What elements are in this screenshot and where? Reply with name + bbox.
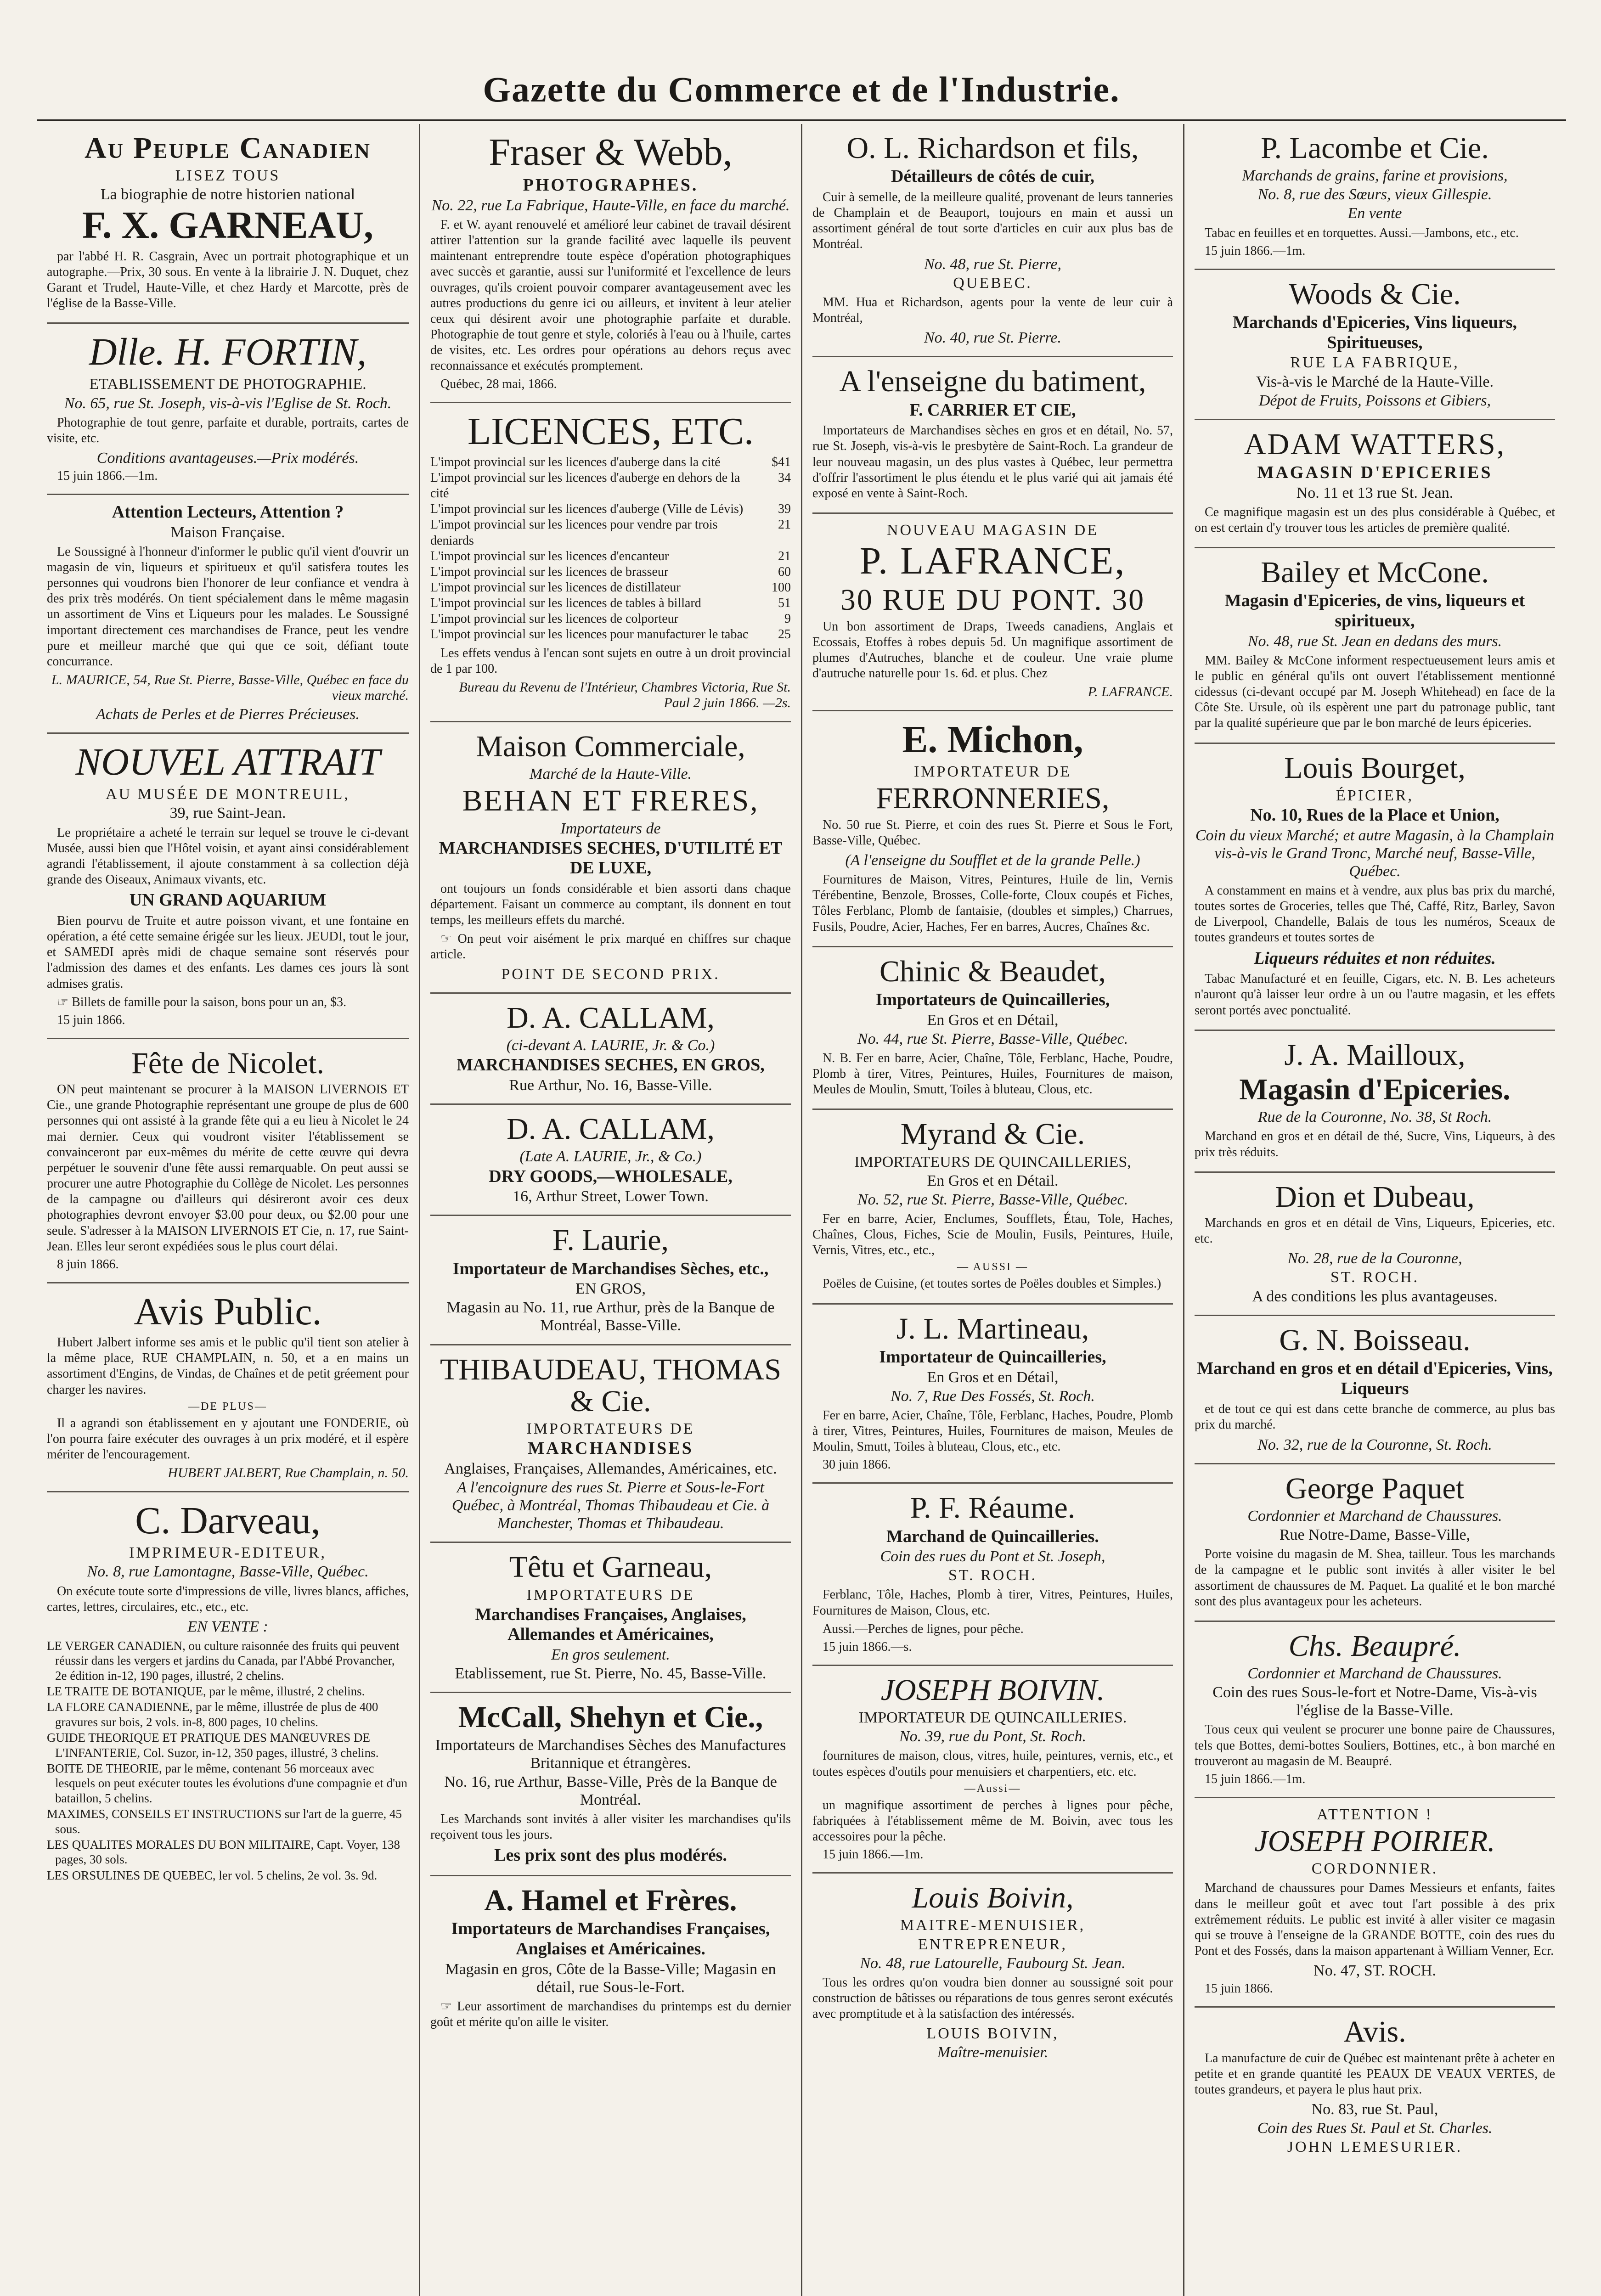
ad-body: Un bon assortiment de Draps, Tweeds canadiens, Anglais et Ecossais, Etoffes à robes depuis 5d. Un magnifique assortiment de plumes d'Autruches, blanche et de couleur. Une vraie plume d'autruche naturelle pour 1s. 6d. et plus. Chez bbox=[812, 619, 1173, 681]
ad-callam-en bbox=[430, 1105, 791, 1216]
ad-address: RUE LA FABRIQUE, bbox=[1290, 354, 1460, 371]
ad-city: ST. ROCH. bbox=[948, 1567, 1037, 1584]
ad-note bbox=[430, 931, 791, 962]
ad-address: No. 83, rue St. Paul, bbox=[1311, 2101, 1438, 2118]
ad-footer: Dépot de Fruits, Poissons et Gibiers, bbox=[1258, 392, 1491, 409]
list-item: LES QUALITES MORALES DU BON MILITAIRE, Capt. Voyer, 138 pages, 30 sols. bbox=[47, 1837, 400, 1867]
ad-myrand bbox=[812, 1110, 1173, 1304]
ad-subtitle: (Late A. LAURIE, Jr., & Co.) bbox=[519, 1148, 702, 1165]
ad-title: JOSEPH BOIVIN. bbox=[880, 1673, 1105, 1707]
ad-boisseau bbox=[1195, 1316, 1555, 1464]
ad-dion-dubeau bbox=[1195, 1173, 1555, 1316]
ad-title: F. Laurie, bbox=[552, 1223, 669, 1257]
ad-licences bbox=[430, 403, 791, 722]
ad-title: P. F. Réaume. bbox=[910, 1491, 1076, 1525]
ad-address: Magasin au No. 11, rue Arthur, près de la Banque de Montréal, Basse-Ville. bbox=[446, 1299, 775, 1334]
ad-body: Hubert Jalbert informe ses amis et le public qu'il tient son atelier à la même place, RUE CHAMPLAIN, n. 50, et a en mains un assortiment d'Engins, de Vindas, de Chaînes et de petit gréement pour charger les navires. bbox=[47, 1335, 409, 1397]
ad-nouvel-attrait bbox=[47, 734, 409, 1039]
ad-michon bbox=[812, 711, 1173, 947]
ad-subtitle: Marché de la Haute-Ville. bbox=[529, 765, 692, 783]
ad-date: Québec, 28 mai, 1866. bbox=[440, 377, 557, 391]
column-3 bbox=[801, 124, 1183, 2296]
ad-address: Coin des rues du Pont et St. Joseph, bbox=[880, 1548, 1105, 1565]
ad-fete-nicolet bbox=[47, 1039, 409, 1283]
ad-address: No. 10, Rues de la Place et Union, bbox=[1250, 805, 1500, 825]
ad-gros: En Gros et en Détail, bbox=[927, 1368, 1059, 1386]
row-label: L'impot provincial sur les licences pour manufacturer le tabac bbox=[430, 627, 749, 642]
ad-subtitle: Magasin d'Epiceries, de vins, liqueurs et spiritueux, bbox=[1224, 591, 1525, 631]
row-amount: 100 bbox=[772, 580, 791, 595]
ad-title: McCall, Shehyn et Cie., bbox=[458, 1700, 763, 1734]
ad-signature-2: Maître-menuisier. bbox=[937, 2044, 1049, 2061]
ad-fraser-webb bbox=[430, 124, 791, 403]
ad-title: P. LAFRANCE, bbox=[859, 540, 1126, 583]
book-list bbox=[47, 1638, 409, 1883]
licence-table bbox=[430, 455, 791, 643]
ad-title: LICENCES, ETC. bbox=[468, 410, 754, 453]
row-amount: 25 bbox=[778, 627, 791, 642]
ad-title: Avis. bbox=[1343, 2015, 1406, 2049]
row-amount: 21 bbox=[778, 518, 791, 532]
ad-subtitle: 30 RUE DU PONT. 30 bbox=[840, 583, 1145, 617]
ad-gros: En Gros et en Détail. bbox=[927, 1172, 1059, 1189]
ad-subtitle: ETABLISSEMENT DE PHOTOGRAPHIE. bbox=[89, 376, 366, 393]
table-row bbox=[430, 501, 791, 517]
table-row bbox=[430, 596, 791, 611]
ad-body: Marchand en gros et en détail de thé, Sucre, Vins, Liqueurs, à des prix très réduits. bbox=[1195, 1129, 1555, 1159]
ad-body-text: Leur assortiment de marchandises du printemps est du dernier goût et mérite qu'on aille le visiter. bbox=[430, 1999, 791, 2029]
ad-address: No. 52, rue St. Pierre, Basse-Ville, Québec. bbox=[857, 1191, 1128, 1208]
ad-address: No. 48, rue St. Jean en dedans des murs. bbox=[1247, 632, 1502, 650]
ad-body: Marchands en gros et en détail de Vins, Liqueurs, Epiceries, etc. etc. bbox=[1195, 1216, 1555, 1246]
ad-beaupre bbox=[1195, 1622, 1555, 1798]
row-label: L'impot provincial sur les licences d'encanteur bbox=[430, 549, 669, 563]
ad-title: A. Hamel et Frères. bbox=[484, 1883, 737, 1917]
list-item: LA FLORE CANADIENNE, par le même, illustrée de plus de 400 gravures sur bois, 2 vols. in-8, 800 pages, 10 chelins. bbox=[47, 1700, 378, 1729]
ad-title: Dlle. H. FORTIN, bbox=[89, 331, 367, 374]
row-label: L'impot provincial sur les licences de brasseur bbox=[430, 564, 669, 579]
ad-gros: En gros seulement. bbox=[551, 1646, 670, 1664]
ad-subtitle: Cordonnier et Marchand de Chaussures. bbox=[1247, 1508, 1502, 1525]
ad-title: Chinic & Beaudet, bbox=[879, 954, 1106, 988]
ad-subtitle: MAITRE-MENUISIER, bbox=[900, 1917, 1086, 1934]
ad-date: 8 juin 1866. bbox=[57, 1257, 119, 1272]
ad-subtitle: IMPORTATEURS DE QUINCAILLERIES, bbox=[854, 1153, 1131, 1171]
ad-batiment bbox=[812, 357, 1173, 514]
ad-title: THIBAUDEAU, THOMAS & Cie. bbox=[440, 1352, 782, 1418]
ad-lacombe bbox=[1195, 124, 1555, 270]
list-item: MAXIMES, CONSEILS ET INSTRUCTIONS sur l'art de la guerre, 45 sous. bbox=[47, 1807, 402, 1836]
ad-title: Au Peuple Canadien bbox=[85, 131, 371, 165]
ad-behan bbox=[430, 722, 791, 994]
ad-footer: Les prix sont des plus modérés. bbox=[494, 1846, 727, 1865]
ad-title: Dion et Dubeau, bbox=[1275, 1180, 1475, 1214]
ad-subtitle: IMPORTATEURS DE bbox=[526, 1586, 695, 1604]
table-row bbox=[430, 470, 791, 501]
ad-subtitle: MAGASIN D'EPICERIES bbox=[1257, 462, 1493, 482]
ad-address: 16, Arthur Street, Lower Town. bbox=[513, 1188, 709, 1205]
ad-address: No. 32, rue de la Couronne, St. Roch. bbox=[1257, 1436, 1492, 1453]
ad-title: C. Darveau, bbox=[135, 1499, 321, 1542]
ad-address-2: Coin des Rues St. Paul et St. Charles. bbox=[1257, 2120, 1493, 2137]
ad-signature: JOHN LEMESURIER. bbox=[1287, 2138, 1463, 2156]
ad-woods bbox=[1195, 270, 1555, 420]
ad-subtitle: PHOTOGRAPHES. bbox=[523, 175, 699, 195]
ad-kicker: ATTENTION ! bbox=[1317, 1806, 1433, 1823]
ad-address: Magasin en gros, Côte de la Basse-Ville; Magasin en détail, rue Sous-le-Fort. bbox=[445, 1960, 776, 1996]
ad-subtitle: Importateurs de Quincailleries, bbox=[875, 990, 1110, 1010]
ad-address: No. 65, rue St. Joseph, vis-à-vis l'Eglise de St. Roch. bbox=[64, 394, 392, 412]
ad-body: Fer en barre, Acier, Chaîne, Tôle, Ferblanc, Haches, Poudre, Plomb à tirer, Vitres, Peintures, Huiles, Fournitures de maison, Meules de Moulin, Smutt, Toiles à bluteau, Clous, etc., etc. bbox=[812, 1408, 1173, 1454]
ad-address: No. 47, ST. ROCH. bbox=[1313, 1962, 1436, 1980]
row-amount: $41 bbox=[772, 455, 791, 469]
ad-liqueurs: Liqueurs réduites et non réduites. bbox=[1254, 948, 1496, 968]
ad-note-text: Billets de famille pour la saison, bons pour un an, $3. bbox=[72, 995, 347, 1009]
ad-body: MM. Bailey & McCone informent respectueusement leurs amis et le public en général qu'ils ont ouvert l'établissement mentionné cidessus (ci-devant occupé par M. Joseph Whitehead) en face de la Côte Ste. Ursule, où ils espèrent une part du patronage public, tant par la qualité supérieure que par le bon marché de leurs épiceries. bbox=[1195, 653, 1555, 731]
ad-subtitle: Marchand en gros et en détail d'Epiceries, Vins, Liqueurs bbox=[1197, 1358, 1553, 1398]
ad-subtitle: F. CARRIER ET CIE, bbox=[909, 400, 1076, 420]
ad-signature: HUBERT JALBERT, Rue Champlain, n. 50. bbox=[168, 1465, 409, 1481]
list-item: LE VERGER CANADIEN, ou culture raisonnée des fruits qui peuvent réussir dans les vergers et jardins du Canada, par l'Abbé Provancher, 2e édition in-12, 190 pages, illustré, 2 chelins. bbox=[47, 1638, 400, 1683]
ad-body-2: Tabac Manufacturé et en feuille, Cigars, etc. N. B. Les acheteurs n'auront qu'à laisser leur ordre à un ou l'autre magasin, et les effets seront portés avec ponctualité. bbox=[1195, 972, 1555, 1018]
ad-body: Fer en barre, Acier, Enclumes, Soufflets, Étau, Tole, Haches, Chaînes, Clous, Fiches, Scie de Moulin, Fusils, Peintures, Huile, Vernis, Vitres, etc., etc., bbox=[812, 1212, 1173, 1258]
ad-signature: L. MAURICE, 54, Rue St. Pierre, Basse-Ville, Québec en face du vieux marché. bbox=[51, 672, 409, 703]
ad-address: No. 16, rue Arthur, Basse-Ville, Près de la Banque de Montréal. bbox=[444, 1773, 777, 1808]
ad-address: Etablissement, rue St. Pierre, No. 45, Basse-Ville. bbox=[455, 1665, 767, 1683]
ad-body-2: Fournitures de Maison, Vitres, Peintures, Huile de lin, Vernis Térébentine, Benzole, Brosses, Colle-forte, Cloux coupés et Fiches, Tôles Ferblanc, Plomb de fantaisie, (doubles et simples,) Charrues, Fusils, Poudre, Acier, Haches, Fer en barres, Aucres, Chaînes &c. bbox=[812, 872, 1173, 934]
ad-subtitle: IMPRIMEUR-EDITEUR, bbox=[129, 1544, 327, 1562]
ad-divider-text: — AUSSI — bbox=[957, 1261, 1029, 1273]
list-item: BOITE DE THEORIE, par le même, contenant 56 morceaux avec lesquels on peut exécuter toutes les évolutions d'une compagnie et d'un bataillon, 5 chelins. bbox=[47, 1761, 408, 1805]
ad-title: O. L. Richardson et fils, bbox=[846, 131, 1139, 165]
ad-subtitle: Marchands d'Epiceries, Vins liqueurs, Spiritueuses, bbox=[1232, 313, 1517, 352]
ad-address: No. 48, rue Latourelle, Faubourg St. Jean. bbox=[860, 1954, 1126, 1972]
ad-title: P. Lacombe et Cie. bbox=[1261, 131, 1489, 165]
ad-subtitle: Maison Française. bbox=[170, 523, 285, 541]
ad-address-2: Coin du vieux Marché; et autre Magasin, à la Champlain vis-à-vis le Grand Tronc, Marché neuf, Basse-Ville, Québec. bbox=[1195, 827, 1555, 880]
ad-louis-boivin bbox=[812, 1874, 1173, 2071]
ad-subtitle: Importateurs de Marchandises Sèches des Manufactures Britannique et étrangères. bbox=[435, 1736, 786, 1772]
ad-address-2: No. 40, rue St. Pierre. bbox=[924, 329, 1062, 347]
ad-title: JOSEPH POIRIER. bbox=[1254, 1824, 1495, 1858]
ad-name: F. X. GARNEAU, bbox=[82, 204, 373, 247]
ad-goods: Marchandises Françaises, Anglaises, Allemandes et Américaines, bbox=[475, 1604, 746, 1644]
ad-date: 15 juin 1866.—s. bbox=[823, 1639, 912, 1654]
ad-address: No. 28, rue de la Couronne, bbox=[1287, 1250, 1462, 1267]
ad-city: QUEBEC. bbox=[953, 274, 1032, 292]
table-row bbox=[430, 627, 791, 642]
ad-body-2: Il a agrandi son établissement en y ajoutant une FONDERIE, où l'on pourra faire exécuter des ouvrages à un prix modéré, et il espère mériter de l'encouragement. bbox=[47, 1416, 409, 1462]
ad-body: Le Soussigné à l'honneur d'informer le public qu'il vient d'ouvrir un magasin de vin, liqueurs et spiritueux et qu'il satisfera toutes les personnes qui voudrons bien l'honorer de leur confiance et vendra à des prix très modérés. On tient spécialement dans le même magasin un assortiment de Vins et Liqueurs pour les malades. Le Soussigné important directement ces marchandises de France, peut les vendre pure et meilleur marché que qui que ce soit, défiant toute concurrance. bbox=[47, 544, 409, 669]
page bbox=[37, 124, 1566, 2296]
row-label: L'impot provincial sur les licences de colporteur bbox=[430, 612, 678, 626]
ad-body: Ferblanc, Tôle, Haches, Plomb à tirer, Vitres, Peintures, Huiles, Fournitures de Maison, Clous, etc. bbox=[812, 1587, 1173, 1618]
ad-subtitle: Marchands de grains, farine et provisions, bbox=[1242, 167, 1508, 185]
ad-body: par l'abbé H. R. Casgrain, Avec un portrait photographique et un autographe.—Prix, 30 sous. En vente à la librairie J. N. Duquet, chez Garant et Trudel, Haute-Ville, et chez Hardy et Marcotte, près de l'église de la Basse-Ville. bbox=[47, 249, 409, 311]
ad-address: No. 11 et 13 rue St. Jean. bbox=[1296, 484, 1454, 501]
ad-subtitle: IMPORTATEUR DE bbox=[913, 763, 1072, 781]
row-label: L'impot provincial sur les licences de tables à billard bbox=[430, 596, 701, 611]
ad-title: Fête de Nicolet. bbox=[131, 1046, 324, 1080]
ad-mailloux bbox=[1195, 1031, 1555, 1173]
ad-subtitle: Cordonnier et Marchand de Chaussures. bbox=[1247, 1665, 1502, 1683]
pointing-hand-icon: ☞ bbox=[440, 931, 458, 946]
masthead: Gazette du Commerce et de l'Industrie. bbox=[37, 69, 1566, 121]
ad-title: Avis Public. bbox=[134, 1290, 322, 1333]
ad-body: Tous ceux qui veulent se procurer une bonne paire de Chaussures, tels que Bottes, demi-bottes Souliers, Bottines, etc., à bon marché en trouveront au magasin de M. Beaupré. bbox=[1195, 1722, 1555, 1768]
ad-title: Myrand & Cie. bbox=[900, 1117, 1085, 1151]
ad-subtitle: Importateurs de Marchandises Françaises, Anglaises et Américaines. bbox=[451, 1919, 770, 1958]
ad-title: Bailey et McCone. bbox=[1261, 556, 1489, 590]
ad-subtitle: LISEZ TOUS bbox=[175, 167, 281, 185]
ad-note: Aussi.—Perches de lignes, pour pêche. bbox=[823, 1621, 1024, 1636]
row-label: L'impot provincial sur les licences d'auberge en dehors de la cité bbox=[430, 470, 740, 501]
ad-avis-cuir bbox=[1195, 2008, 1555, 2165]
row-label: L'impot provincial sur les licences d'auberge (Ville de Lévis) bbox=[430, 502, 744, 517]
ad-name: BEHAN ET FRERES, bbox=[462, 784, 759, 818]
ad-subtitle: AU MUSÉE DE MONTREUIL, bbox=[106, 786, 350, 803]
ad-title: A l'enseigne du batiment, bbox=[839, 365, 1146, 399]
ad-subtitle: Magasin d'Epiceries. bbox=[1239, 1073, 1511, 1107]
ad-body: ont toujours un fonds considérable et bien assorti dans chaque département. Faisant un commerce au comptant, ils donnent en tout temps, les meilleurs effets du marché. bbox=[430, 882, 791, 928]
ad-body: Les effets vendus à l'encan sont sujets en outre à un droit provincial de 1 par 100. bbox=[430, 646, 791, 676]
ad-avis-public bbox=[47, 1283, 409, 1492]
ad-address: No. 44, rue St. Pierre, Basse-Ville, Québec. bbox=[857, 1030, 1128, 1047]
ad-chinic-beaudet bbox=[812, 947, 1173, 1110]
row-amount: 9 bbox=[784, 612, 791, 626]
ad-goods: FERRONNERIES, bbox=[876, 782, 1110, 816]
ad-address: Rue Arthur, No. 16, Basse-Ville. bbox=[509, 1077, 712, 1094]
ad-body-2: MM. Hua et Richardson, agents pour la vente de leur cuir à Montréal, bbox=[812, 295, 1173, 325]
row-label: L'impot provincial sur les licences de distillateur bbox=[430, 580, 681, 595]
ad-address: Rue Notre-Dame, Basse-Ville, bbox=[1279, 1526, 1471, 1544]
ad-body: Cuir à semelle, de la meilleure qualité, provenant de leurs tanneries de Champlain et de Beauport, toujours en main et aussi un assortiment général de tout sorte d'articles en cuir aux plus bas de Montréal. bbox=[812, 190, 1173, 252]
ad-body: fournitures de maison, clous, vitres, huile, peintures, vernis, etc., et toutes espèces d'outils pour menuisiers et charpentiers, etc. etc. bbox=[812, 1749, 1173, 1779]
ad-darveau bbox=[47, 1492, 409, 1894]
ad-title: G. N. Boisseau. bbox=[1279, 1323, 1471, 1357]
table-row bbox=[430, 580, 791, 596]
ad-date: 15 juin 1866. bbox=[57, 1013, 125, 1027]
ad-divider-text: —DE PLUS— bbox=[188, 1400, 267, 1412]
ad-signature: LOUIS BOIVIN, bbox=[926, 2025, 1059, 2043]
ad-maurice bbox=[47, 495, 409, 734]
ad-address: No. 8, rue Lamontagne, Basse-Ville, Québec. bbox=[87, 1563, 369, 1581]
ad-date: 15 juin 1866.—1m. bbox=[1205, 243, 1306, 258]
ad-address: Rue de la Couronne, No. 38, St Roch. bbox=[1257, 1109, 1492, 1126]
ad-sign: (A l'enseigne du Soufflet et de la grande Pelle.) bbox=[845, 852, 1140, 869]
ad-body: F. et W. ayant renouvelé et amélioré leur cabinet de travail désirent attirer l'attention sur la grande facilité avec laquelle ils peuvent maintenant entreprendre toute espèce d'opération photographiques avec succès et garantie, aussi sur l'uniformité et l'excellence de leurs ouvrages, qu'ils croient pouvoir comparer avantageusement avec les autres productions du genre ici ou ailleurs, et invitent à leur atelier ceux qui désirent avoir une photographie parfaite et durable. Photographie de tout genre et style, coloriés à l'eau ou à l'huile, cartes de visites, etc. Les ordres pour opérations au dehors reçus avec reconnaissance et exécutés promptement. bbox=[430, 217, 791, 373]
ad-date: 15 juin 1866.—1m. bbox=[1205, 1772, 1306, 1786]
ad-title: Maison Commerciale, bbox=[476, 729, 745, 763]
ad-body: La manufacture de cuir de Québec est maintenant prête à acheter en petite et en grande quantité les PEAUX DE VEAUX VERTES, de toutes grandeurs, et payera le plus haut prix. bbox=[1195, 2051, 1555, 2097]
ad-body: N. B. Fer en barre, Acier, Chaîne, Tôle, Ferblanc, Hache, Poudre, Plomb à tirer, Vitres, Peintures, Huiles, Fournitures de maison, Meules de Moulin, Smutt, Toiles à bluteau, Clous, etc. bbox=[812, 1051, 1173, 1097]
ad-body: No. 50 rue St. Pierre, et coin des rues St. Pierre et Sous le Fort, Basse-Ville, Québec. bbox=[812, 817, 1173, 848]
ad-goods: DRY GOODS,—WHOLESALE, bbox=[489, 1166, 733, 1186]
ad-body: Importateurs de Marchandises sèches en gros et en détail, No. 57, rue St. Joseph, vis-à-vis le presbytère de Saint-Roch. La grandeur de leur nouveau magasin, un des plus vastes à Québec, leur permettra d'offrir l'assortiment le plus étendu et le plus varié qui ait jamais été exposé en vente à Saint-Roch. bbox=[812, 423, 1173, 501]
ad-subtitle: ÉPICIER, bbox=[1336, 787, 1414, 804]
ad-title: Woods & Cie. bbox=[1289, 277, 1461, 311]
ad-watters bbox=[1195, 420, 1555, 548]
row-label: L'impot provincial sur les licences d'auberge dans la cité bbox=[430, 455, 721, 469]
ad-importers: Importateurs de bbox=[560, 820, 661, 837]
ad-body: Vis-à-vis le Marché de la Haute-Ville. bbox=[1256, 373, 1494, 390]
ad-city: ST. ROCH. bbox=[1330, 1269, 1420, 1286]
ad-body-2: A des conditions les plus avantageuses. bbox=[1252, 1288, 1498, 1305]
ad-aquarium: UN GRAND AQUARIUM bbox=[129, 890, 327, 910]
ad-date: 30 juin 1866. bbox=[823, 1458, 891, 1472]
ad-body: Tabac en feuilles et en torquettes. Aussi.—Jambons, etc., etc. bbox=[1205, 225, 1519, 240]
table-row bbox=[430, 611, 791, 627]
ad-address: No. 7, Rue Des Fossés, St. Roch. bbox=[891, 1387, 1095, 1405]
ad-peuple-canadien bbox=[47, 124, 409, 324]
table-row bbox=[430, 564, 791, 580]
ad-title: E. Michon, bbox=[902, 718, 1083, 761]
ad-body: et de tout ce qui est dans cette branche de commerce, au plus bas prix du marché. bbox=[1195, 1402, 1555, 1432]
ad-date: 15 juin 1866.—1m. bbox=[57, 469, 158, 484]
ad-subtitle: CORDONNIER. bbox=[1311, 1860, 1438, 1878]
ad-body: Tous les ordres qu'on voudra bien donner au soussigné soit pour construction de bâtisses ou réparations de tous genres seront exécutés avec promptitude et à la satisfaction des intéressés. bbox=[812, 1975, 1173, 2021]
ad-joseph-boivin bbox=[812, 1666, 1173, 1874]
list-item: LE TRAITE DE BOTANIQUE, par le même, illustré, 2 chelins. bbox=[47, 1684, 365, 1699]
ad-subtitle: IMPORTATEUR DE QUINCAILLERIES. bbox=[858, 1709, 1127, 1727]
ad-vente: En vente bbox=[1347, 205, 1402, 222]
ad-gros: En Gros et en Détail, bbox=[927, 1011, 1059, 1029]
ad-lafrance bbox=[812, 514, 1173, 711]
ad-note bbox=[47, 995, 409, 1010]
ad-title: D. A. CALLAM, bbox=[507, 1112, 715, 1146]
ad-poirier bbox=[1195, 1798, 1555, 2008]
ad-body: Ce magnifique magasin est un des plus considérable à Québec, et on est certain d'y trouver tous les articles de première qualité. bbox=[1195, 505, 1555, 535]
ad-address: Coin des rues Sous-le-fort et Notre-Dame, Vis-à-vis l'église de la Basse-Ville. bbox=[1212, 1684, 1537, 1719]
ad-fortin bbox=[47, 324, 409, 495]
row-label: L'impot provincial sur les licences pour vendre par trois deniards bbox=[430, 518, 718, 548]
table-row bbox=[430, 455, 791, 470]
column-2 bbox=[419, 124, 801, 2296]
list-item: GUIDE THEORIQUE ET PRATIQUE DES MANŒUVRES DE L'INFANTERIE, Col. Suzor, in-12, 350 pages, illustré, 3 chelins. bbox=[47, 1731, 379, 1760]
ad-goods: MARCHANDISES bbox=[528, 1439, 693, 1458]
ad-thibaudeau bbox=[430, 1345, 791, 1543]
ad-subtitle: Détailleurs de côtés de cuir, bbox=[891, 167, 1094, 186]
ad-terms: Conditions avantageuses.—Prix modérés. bbox=[96, 449, 359, 467]
ad-bailey-mccone bbox=[1195, 548, 1555, 744]
ad-title: Chs. Beaupré. bbox=[1288, 1629, 1461, 1663]
ad-kinds: Anglaises, Françaises, Allemandes, Américaines, etc. bbox=[444, 1460, 777, 1477]
list-item: LES ORSULINES DE QUEBEC, ler vol. 5 chelins, 2e vol. 3s. 9d. bbox=[47, 1868, 378, 1882]
ad-body-2: Bien pourvu de Truite et autre poisson vivant, et une fontaine en opération, a été cette semaine érigée sur les lieux. JEUDI, tout le jour, et SAMEDI après midi de chaque semaine sont réservés pour l'admission des dames et des enfants. Les dames ces jours là sont admises gratis. bbox=[47, 913, 409, 991]
ad-note-text: On peut voir aisément le prix marqué en chiffres sur chaque article. bbox=[430, 931, 791, 962]
ad-gros: EN GROS, bbox=[575, 1280, 646, 1298]
row-amount: 21 bbox=[778, 549, 791, 563]
row-amount: 34 bbox=[778, 470, 791, 485]
ad-title: Louis Boivin, bbox=[912, 1881, 1074, 1915]
ad-signature: P. LAFRANCE. bbox=[1088, 684, 1173, 700]
ad-line: La biographie de notre historien national bbox=[100, 186, 355, 203]
ad-reaume bbox=[812, 1484, 1173, 1666]
ad-laurie bbox=[430, 1216, 791, 1345]
table-row bbox=[430, 517, 791, 548]
ad-kicker: NOUVEAU MAGASIN DE bbox=[886, 521, 1099, 539]
ad-address: No. 8, rue des Sœurs, vieux Gillespie. bbox=[1257, 186, 1492, 203]
ad-subtitle: IMPORTATEURS DE bbox=[526, 1420, 695, 1438]
column-1 bbox=[37, 124, 419, 2296]
ad-body: Porte voisine du magasin de M. Shea, tailleur. Tous les marchands de la campagne et le public sont invités à aller visiter le bel assortiment de chaussures de M. Paquet. La qualité et le bon marché sont des plus avantageux pour les acheteurs. bbox=[1195, 1547, 1555, 1609]
ad-paquet bbox=[1195, 1464, 1555, 1622]
ad-vente: EN VENTE : bbox=[187, 1618, 268, 1635]
ad-mccall bbox=[430, 1693, 791, 1876]
ad-title: Louis Bourget, bbox=[1284, 751, 1466, 785]
row-amount: 60 bbox=[778, 564, 791, 579]
ad-title: D. A. CALLAM, bbox=[507, 1001, 715, 1035]
ad-title: NOUVEL ATTRAIT bbox=[75, 741, 380, 784]
ad-tagline: Achats de Perles et de Pierres Précieuses. bbox=[96, 706, 360, 723]
ad-title: Têtu et Garneau, bbox=[509, 1550, 712, 1584]
ad-callam-fr bbox=[430, 994, 791, 1105]
ad-body: Marchand de chaussures pour Dames Messieurs et enfants, faites dans le meilleur goût et avec tout l'art possible à des prix extrêmement réduits. Le public est invité à aller visiter ce magasin qui se trouve à l'enseigne de la GRANDE BOTTE, coin des rues du Pont et des Fossés, dans la maison appartenant à William Venner, Ecr. bbox=[1195, 1881, 1555, 1958]
ad-subtitle: Importateur de Quincailleries, bbox=[879, 1347, 1106, 1367]
ad-title: J. L. Martineau, bbox=[896, 1311, 1089, 1345]
ad-subtitle-2: ENTREPRENEUR, bbox=[918, 1936, 1067, 1953]
ad-body: ON peut maintenant se procurer à la MAISON LIVERNOIS ET Cie., une grande Photographie représentant une groupe de plus de 600 personnes qui ont assisté à la grande fête qui a eu lieu à Nicolet le 24 mai dernier. Ceux qui voudront visiter l'établissement se convainceront par eux-mêmes du mérite de cette œuvre qui devra perpétuer le souvenir d'une fête aussi remarquable. On peut aussi se procurer une autre Photographie du Collège de Nicolet. Les personnes de la campagne ou d'ailleurs qui désireront avoir ces deux photographies devront envoyer $3.00 pour deux, ou $2.00 pour une seule. S'adresser à la MAISON LIVERNOIS ET Cie, n. 17, rue Saint-Jean. Elles leur seront expédiées sous le plus court délai. bbox=[47, 1082, 409, 1254]
ad-body: A constamment en mains et à vendre, aux plus bas prix du marché, toutes sortes de Groceries, telles que Thé, Caffé, Ritz, Barley, Savon de Liverpool, Chandelle, Balais de tous les numéros, Sceaux de toutes grandeurs et toutes sortes de bbox=[1195, 883, 1555, 945]
ad-subtitle: (ci-devant A. LAURIE, Jr. & Co.) bbox=[506, 1037, 715, 1054]
ad-divider-text: —Aussi— bbox=[964, 1782, 1021, 1795]
ad-title: ADAM WATTERS, bbox=[1244, 427, 1506, 461]
ad-address: No. 39, rue du Pont, St. Roch. bbox=[899, 1728, 1087, 1745]
ad-body-2: Poëles de Cuisine, (et toutes sortes de Poëles doubles et Simples.) bbox=[823, 1277, 1161, 1291]
ad-body: On exécute toute sorte d'impressions de ville, livres blancs, affiches, cartes, lettres, circulaires, etc., etc., etc. bbox=[47, 1584, 409, 1614]
pointing-hand-icon: ☞ bbox=[440, 1999, 457, 2014]
column-4 bbox=[1183, 124, 1565, 2296]
ad-title: George Paquet bbox=[1285, 1471, 1465, 1505]
ad-date: 15 juin 1866.—1m. bbox=[823, 1847, 924, 1862]
ad-richardson bbox=[812, 124, 1173, 357]
ad-footer: POINT DE SECOND PRIX. bbox=[501, 965, 720, 983]
ad-subtitle: Marchand de Quincailleries. bbox=[886, 1526, 1099, 1546]
ad-body bbox=[430, 1999, 791, 2030]
ad-date: 15 juin 1866. bbox=[1205, 1981, 1273, 1996]
ad-tetu-garneau bbox=[430, 1543, 791, 1693]
ad-body-2: un magnifique assortiment de perches à lignes pour pêche, fabriquées à l'établissement même de M. Boivin, avec tous les accessoires pour la pêche. bbox=[812, 1798, 1173, 1844]
ad-address: 39, rue Saint-Jean. bbox=[169, 805, 286, 822]
ad-title: Attention Lecteurs, Attention ? bbox=[112, 502, 344, 522]
ad-address: No. 22, rue La Fabrique, Haute-Ville, en face du marché. bbox=[431, 197, 790, 214]
ad-address: No. 48, rue St. Pierre, bbox=[924, 255, 1062, 273]
ad-goods: MARCHANDISES SECHES, D'UTILITÉ ET DE LUXE, bbox=[439, 838, 783, 878]
ad-title: J. A. Mailloux, bbox=[1284, 1038, 1466, 1072]
ad-body: Photographie de tout genre, parfaite et durable, portraits, cartes de visite, etc. bbox=[47, 415, 409, 445]
ad-martineau bbox=[812, 1305, 1173, 1484]
ad-goods: MARCHANDISES SECHES, EN GROS, bbox=[457, 1055, 765, 1075]
ad-body: Le propriétaire a acheté le terrain sur lequel se trouve le ci-devant Musée, aussi bien que l'Hôtel voisin, et ayant ainsi considérablement agrandi l'établissement, il ajoute constamment à sa collection déjà grande des Oiseaux, Animaux vivants, etc. bbox=[47, 825, 409, 887]
row-amount: 51 bbox=[778, 596, 791, 611]
ad-title: Fraser & Webb, bbox=[489, 131, 733, 174]
pointing-hand-icon: ☞ bbox=[57, 995, 72, 1009]
ad-subtitle: Importateur de Marchandises Sèches, etc., bbox=[452, 1259, 769, 1278]
ad-body: Les Marchands sont invités à aller visiter les marchandises qu'ils reçoivent tous les jours. bbox=[430, 1812, 791, 1842]
row-amount: 39 bbox=[778, 502, 791, 517]
ad-signature: Bureau du Revenu de l'Intérieur, Chambres Victoria, Rue St. Paul 2 juin 1866. —2s. bbox=[459, 679, 791, 710]
ad-address: A l'encoignure des rues St. Pierre et Sous-le-Fort Québec, à Montréal, Thomas Thibaudeau et Cie. à Manchester, Thomas et Thibaudeau. bbox=[451, 1479, 770, 1532]
ad-bourget bbox=[1195, 744, 1555, 1031]
table-row bbox=[430, 549, 791, 564]
ad-hamel bbox=[430, 1876, 791, 2041]
